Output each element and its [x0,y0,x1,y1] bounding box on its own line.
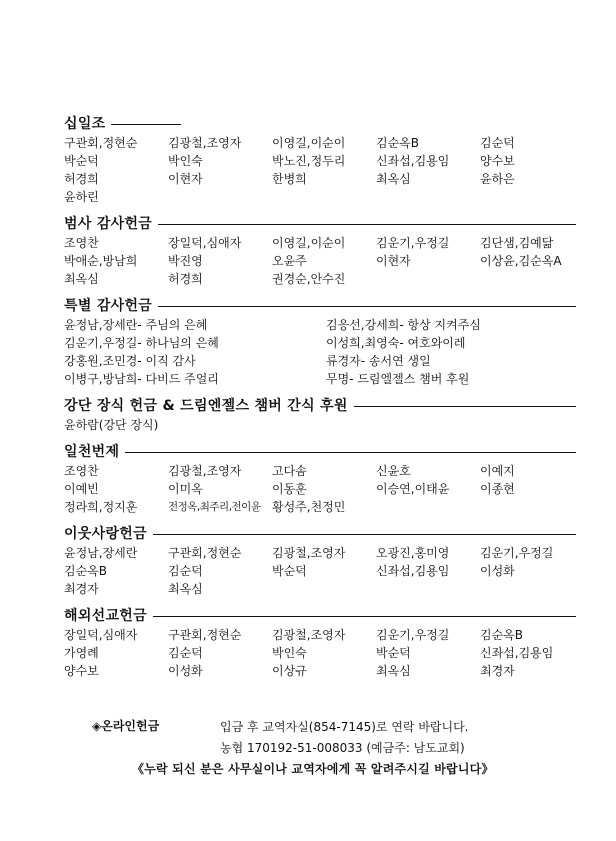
donor-name: 최옥심 [376,172,411,186]
donor-name: 허경희 [64,172,99,186]
divider [354,406,576,407]
section-altar-decoration [64,394,576,434]
section-tithe [64,112,576,206]
donor-name: 이영길,이순이 [272,236,346,250]
donor-name: 이종현 [480,482,515,496]
donor-name: 최경자 [64,582,99,596]
section-header [64,294,576,316]
special-entry: 류경자- 송서연 생일 [326,354,431,368]
donor-name: 김단샘,김예닮 [480,236,554,250]
donor-name: 한병희 [272,172,307,186]
donor-name: 김광철,조영자 [272,546,346,560]
special-entry: 윤정남,장세란- 주님의 은혜 [64,318,208,332]
donor-name: 김순옥B [376,136,420,150]
donor-name: 김순덕 [168,564,203,578]
special-entry: 김운기,우정길- 하나님의 은혜 [64,336,219,350]
donor-name: 김순옥B [480,628,524,642]
bank-account: 농협 170192-51-008033 (예금주: 남도교회) [220,741,465,755]
donor-name: 박인숙 [168,154,203,168]
section-overseas-mission [64,604,576,680]
donor-name: 김운기,우정길 [376,628,450,642]
name-grid [64,544,576,598]
donor-name: 김순덕 [168,646,203,660]
donor-name: 이예빈 [64,482,99,496]
donor-name: 정라희,정지훈 [64,500,138,514]
section-header [64,604,576,626]
donor-name: 이동훈 [272,482,307,496]
special-list [64,316,576,388]
donor-name: 이미옥 [168,482,203,496]
section-title: 강단 장식 헌금 & 드림엔젤스 챔버 간식 후원 [64,398,348,414]
special-entry: 이병구,방남희- 다비드 주얼리 [64,372,219,386]
donor-name: 김운기,우정길 [376,236,450,250]
divider [158,224,576,225]
donor-name: 김광철,조영자 [168,136,242,150]
divider [125,452,576,453]
donor-name: 양수보 [64,664,99,678]
donor-name: 장일덕,심애자 [168,236,242,250]
donor-name: 권경순,안수진 [272,272,346,286]
donor-name: 구관회,정현순 [168,628,242,642]
contact-notice: 입금 후 교역자실(854-7145)로 연락 바랍니다. [220,720,469,734]
donor-name: 장일덕,심애자 [64,628,138,642]
divider [153,616,576,617]
divider [153,534,576,535]
donor-name: 최옥심 [64,272,99,286]
divider [111,124,181,125]
altar-entry: 윤하람(강단 장식) [64,418,159,432]
section-title: 이웃사랑헌금 [64,526,147,542]
special-entry: 강홍원,조민경- 이직 감사 [64,354,196,368]
donor-name: 윤하린 [64,190,99,204]
donor-name: 이상규 [272,664,307,678]
donor-name: 오광진,홍미영 [376,546,450,560]
special-entry: 김응선,강세희- 항상 지켜주심 [326,318,481,332]
name-grid [64,234,576,288]
donor-name: 이승연,이태윤 [376,482,450,496]
donor-name: 이성화 [480,564,515,578]
donor-name: 최옥심 [376,664,411,678]
section-header [64,112,576,134]
donor-name: 김광철,조영자 [272,628,346,642]
donor-name: 이현자 [168,172,203,186]
donor-name: 김순덕 [480,136,515,150]
section-header [64,522,576,544]
donor-name: 조영찬 [64,236,99,250]
donor-name: 박순덕 [376,646,411,660]
section-title: 범사 감사헌금 [64,216,153,232]
donor-name: 고다솜 [272,464,307,478]
name-grid [64,462,576,516]
section-general-thanks [64,212,576,288]
donor-name: 최경자 [480,664,515,678]
donor-name: 양수보 [480,154,515,168]
omission-notice: 《누락 되신 분은 사무실이나 교역자에게 꼭 알려주시길 바랍니다》 [132,762,494,776]
donor-name: 신윤호 [376,464,411,478]
donor-name: 전정옥,최주리,전이윤 [168,501,261,513]
donor-name: 박순덕 [64,154,99,168]
donor-name: 구관회,정현순 [64,136,138,150]
divider [158,306,576,307]
donor-name: 신좌섭,김용임 [480,646,554,660]
donor-name: 신좌섭,김용임 [376,154,450,168]
donor-name: 박노진,정두리 [272,154,346,168]
donor-name: 김순옥B [64,564,108,578]
name-grid [64,134,576,206]
donor-name: 조영찬 [64,464,99,478]
donor-name: 박순덕 [272,564,307,578]
donor-name: 신좌섭,김용임 [376,564,450,578]
section-special-thanks [64,294,576,388]
donor-name: 황성주,천정민 [272,500,346,514]
donor-name: 박애순,방남희 [64,254,138,268]
donor-name: 이예지 [480,464,515,478]
section-title: 십일조 [64,116,106,132]
section-title: 특별 감사헌금 [64,298,153,314]
donor-name: 박인숙 [272,646,307,660]
donor-name: 가영례 [64,646,99,660]
donor-name: 구관회,정현순 [168,546,242,560]
section-header [64,212,576,234]
online-offering-label: ◈온라인헌금 [92,719,160,733]
offering-list [64,112,576,686]
section-thousand-offerings [64,440,576,516]
section-header [64,440,576,462]
name-grid [64,626,576,680]
section-title: 일천번제 [64,444,120,460]
donor-name: 박진영 [168,254,203,268]
section-header [64,394,576,416]
section-title: 해외선교헌금 [64,608,147,624]
donor-name: 최옥심 [168,582,203,596]
donor-name: 오윤주 [272,254,307,268]
section-neighbor-love [64,522,576,598]
donor-name: 김광철,조영자 [168,464,242,478]
special-entry: 무명- 드림엘젤스 챔버 후원 [326,372,470,386]
donor-name: 허경희 [168,272,203,286]
donor-name: 김운기,우정길 [480,546,554,560]
donor-name: 이상윤,김순옥A [480,254,562,268]
donor-name: 이현자 [376,254,411,268]
donor-name: 윤정남,장세란 [64,546,138,560]
donor-name: 이영길,이순이 [272,136,346,150]
special-entry: 이성희,최영숙- 여호와이레 [326,336,466,350]
donor-name: 윤하은 [480,172,515,186]
donor-name: 이성화 [168,664,203,678]
